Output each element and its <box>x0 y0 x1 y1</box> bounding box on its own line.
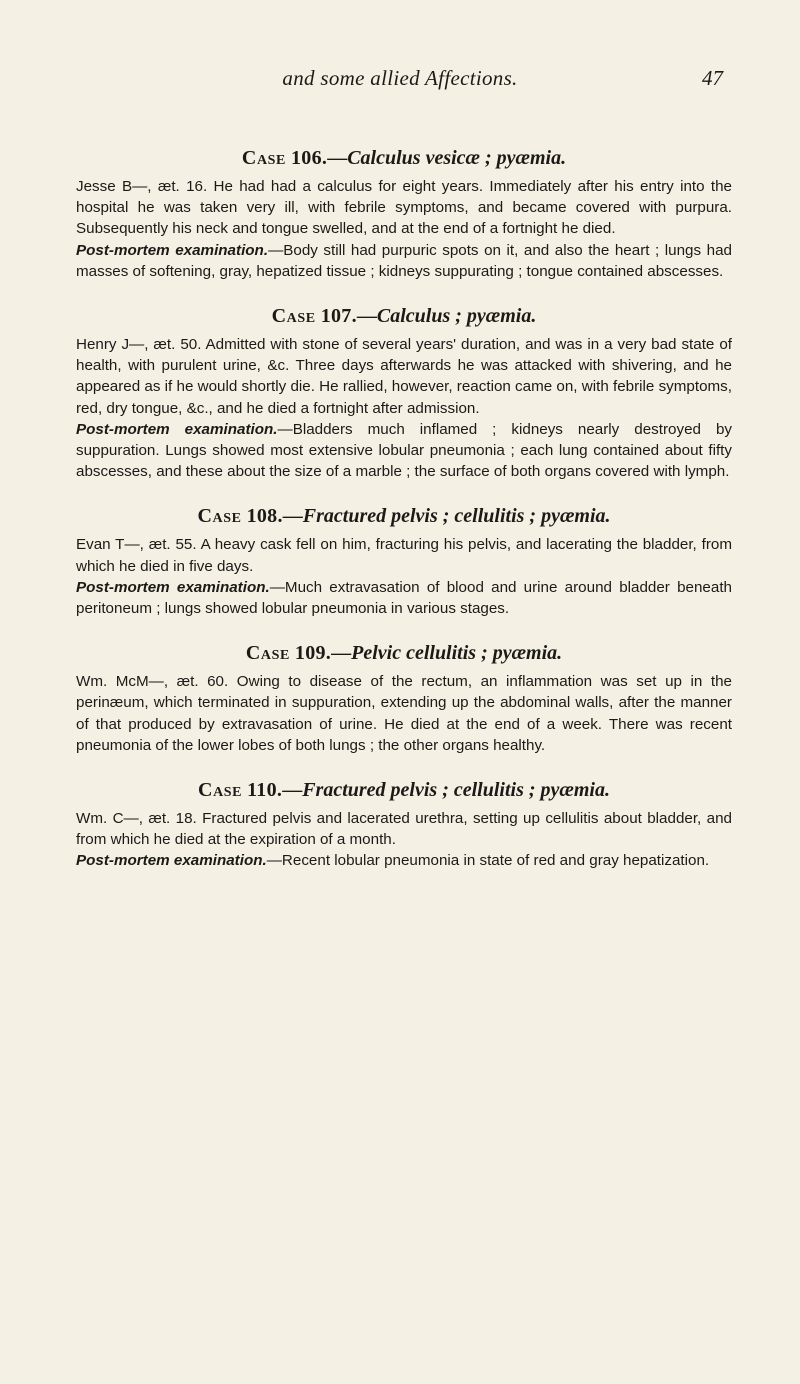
case-history: Wm. C—, æt. 18. Fractured pelvis and lacerated urethra, setting up cellulitis about bladder, and from which he died at the expiration of a month. <box>76 810 732 849</box>
case-108 <box>76 502 732 619</box>
post-mortem-text: —Bladders much inflamed ; kidneys nearly destroyed by suppuration. Lungs showed most extensive lobular pneumonia ; each lung contained about fifty abscesses, and these about the size of a marble ; the surface of both organs covered with lymph. <box>76 420 732 481</box>
running-title: and some allied Affections. <box>282 66 518 90</box>
case-label: Case <box>198 779 243 802</box>
post-mortem-text: —Body still had purpuric spots on it, and also the heart ; lungs had masses of softening, gray, hepatized tissue ; kidneys suppurating ; tongue contained abscesses. <box>76 241 732 280</box>
case-number: 110. <box>247 779 283 802</box>
page-body <box>76 144 732 890</box>
post-mortem-lead: Post-mortem examination. <box>76 852 267 870</box>
case-title: Fractured pelvis ; cellulitis ; pyæmia. <box>302 779 610 802</box>
case-number: 109. <box>294 642 332 665</box>
case-history: Henry J—, æt. 50. Admitted with stone of several years' duration, and was in a very bad state of health, with purulent urine, &c. Three days afterwards he was attacked with shivering, and he appeared as if he would shortly die. He rallied, however, reaction came on, with febrile symptoms, red, dry tongue, &c., and he died a fortnight after admission. <box>76 336 732 417</box>
case-label: Case <box>197 505 242 528</box>
case-106 <box>76 144 732 282</box>
case-number: 106. <box>291 147 328 169</box>
case-heading: Case 109.—Pelvic cellulitis ; pyæmia. <box>245 642 563 665</box>
case-history: Evan T—, æt. 55. A heavy cask fell on him, fracturing his pelvis, and lacerating the bladder, from which he died in five days. <box>76 536 732 575</box>
case-history: Jesse B—, æt. 16. He had had a calculus for eight years. Immediately after his entry into the hospital he was taken very ill, with febrile symptoms, and became covered with purpura. Subsequently his neck and tongue swelled, and at the end of a fortnight he died. <box>76 178 732 238</box>
post-mortem-paragraph <box>76 240 732 282</box>
post-mortem-text: —Recent lobular pneumonia in state of red and gray hepatization. <box>266 852 710 870</box>
case-title: Calculus vesicæ ; pyæmia. <box>347 147 567 169</box>
case-heading: Case 110.—Fractured pelvis ; cellulitis ; pyæmia. <box>198 779 610 802</box>
post-mortem-paragraph <box>76 850 732 871</box>
case-label: Case <box>271 305 316 328</box>
post-mortem-text: —Much extravasation of blood and urine around bladder beneath peritoneum ; lungs showed lobular pneumonia in various stages. <box>76 578 732 618</box>
post-mortem-lead: Post-mortem examination. <box>76 578 270 596</box>
case-heading: Case 108.—Fractured pelvis ; cellulitis ; pyæmia. <box>197 505 611 528</box>
case-110 <box>76 776 732 872</box>
case-109 <box>76 639 732 756</box>
case-heading: Case 107.—Calculus ; pyæmia. <box>271 305 537 328</box>
running-head <box>0 66 800 90</box>
case-number: 108. <box>246 505 283 528</box>
post-mortem-paragraph <box>76 577 732 619</box>
post-mortem-paragraph <box>76 419 732 483</box>
post-mortem-lead: Post-mortem examination. <box>76 241 269 259</box>
case-heading: Case 106.—Calculus vesicæ ; pyæmia. <box>241 147 567 169</box>
page-number: 47 <box>702 66 723 90</box>
case-history: Wm. McM—, æt. 60. Owing to disease of the rectum, an inflammation was set up in the perinæum, which terminated in suppuration, extending up the abdominal walls, after the manner of that produced by extravasation of urine. He died at the end of a week. There was recent pneumonia of the lower lobes of both lungs ; the other organs healthy. <box>76 673 732 754</box>
post-mortem-lead: Post-mortem examination. <box>76 420 278 438</box>
case-title: Calculus ; pyæmia. <box>376 305 537 328</box>
case-label: Case <box>241 147 286 169</box>
case-title: Fractured pelvis ; cellulitis ; pyæmia. <box>302 505 611 528</box>
case-107 <box>76 302 732 482</box>
case-number: 107. <box>320 305 357 328</box>
case-title: Pelvic cellulitis ; pyæmia. <box>351 642 563 665</box>
case-label: Case <box>245 642 290 665</box>
